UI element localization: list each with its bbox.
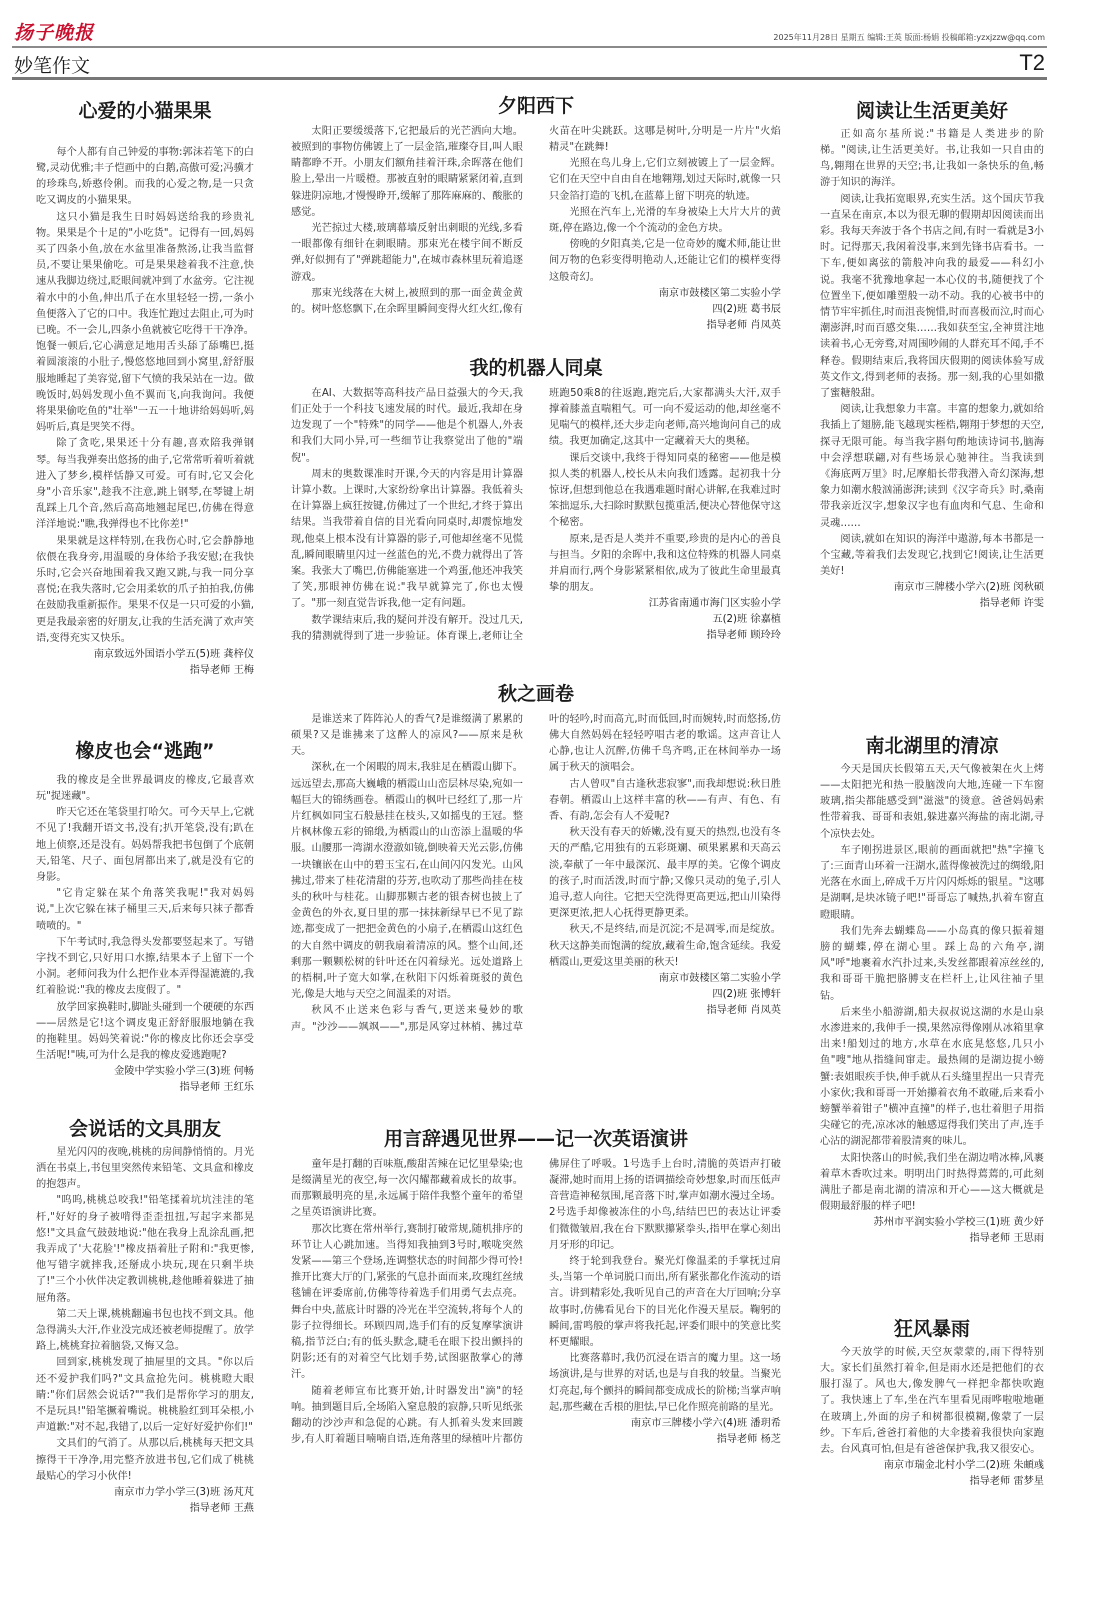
- teacher-byline: 指导老师 王红乐: [179, 1082, 254, 1094]
- paragraph: 下午考试时,我急得头发都要竖起来了。写错字找不到它,只好用口水擦,结果本子上留下一个小洞。老师问我为什么把作业本弄得湿漉漉的,我红着脸说:"我的橡皮去度假了。": [36, 936, 254, 997]
- author-byline: 四(2)班 葛书辰: [712, 303, 781, 315]
- paragraph: "呜呜,桃桃总咬我!"铅笔揉着坑坑洼洼的笔杆,"好好的身子被啃得歪歪扭扭,写起字来都晃悠!"文具盒气鼓鼓地说:"他在我身上乱涂乱画,把我弄成了'大花脸'!"橡皮捂着肚子附和:"我更惨,他写错字就摔我,还掰成小块玩,现在只剩半块了!"三个小伙伴决定教训桃桃,趁他睡着躲进了抽屉角落。: [36, 1195, 254, 1304]
- teacher-byline: 指导老师 肖凤英: [706, 319, 781, 331]
- school-byline: 江苏省南通市海门区实验小学: [648, 598, 781, 610]
- divider: [12, 46, 1047, 48]
- paragraph: 阅读,让我想象力丰富。丰富的想象力,就如给我插上了翅膀,能飞越现实桎梏,翱翔于梦想的天空,探寻无限可能。每当我字斟句酌地读诗词书,脑海中会浮想联翩,对有些场景心驰神往。当我读到《海底两万里》时,尼摩船长带我潜入奇幻深海,想象力如潮水般汹涌澎湃;读到《汉字奇兵》时,桑南带我亲近汉字,想象汉字也有血肉和气息、生命和灵魂……: [820, 404, 1044, 529]
- article-sunset: [291, 95, 781, 334]
- paragraph: 这只小猫是我生日时妈妈送给我的珍贵礼物。果果是个十足的"小吃货"。记得有一回,妈妈买了四条小鱼,放在水盆里准备熬汤,让我当监督员,不要让果果偷吃。可是果果趁着我不注意,快速从我脚边绕过,眨眼间就冲到了水盆旁。它注视着水中的小鱼,伸出爪子在水里轻轻一捞,一条小鱼便落入了它的口中。我连忙跑过去阻止,可为时已晚。不一会儿,四条小鱼就被它吃得干干净净。饱餐一顿后,它心满意足地用舌头舔了舔嘴巴,挺着圆滚滚的小肚子,慢悠悠地回到小窝里,舒舒服服地睡起了美容觉,留下气愤的我呆站在一边。做晚饭时,妈妈发现小鱼不翼而飞,向我询问。我便将果果偷吃鱼的"壮举"一五一十地讲给妈妈听,妈妈听后,真是哭笑不得。: [36, 211, 254, 434]
- paragraph: 随着老师宣布比赛开始,计时器发出"滴"的轻响。抽到题目后,全场陷入窒息般的寂静,只听见纸张翻动的沙沙声和急促的心跳。有人抓着头发来回踱步,有人盯着题目喃喃自语,连角落里的绿植叶片都仿佛屏住了呼吸。1号选手上台时,清脆的英语声打破凝滞,她时而用上扬的语调描绘奇妙想象,时而压低声音营造神秘氛围,尾音落下时,掌声如潮水漫过全场。2号选手却像被冻住的小鸟,结结巴巴的表达让评委们微微皱眉,我在台下默默攥紧拳头,指甲在掌心刻出月牙形的印记。: [291, 1158, 781, 1446]
- paragraph: 星光闪闪的夜晚,桃桃的房间静悄悄的。月光洒在书桌上,书包里突然传来铅笔、文具盒和橡皮的抱怨声。: [36, 1146, 254, 1191]
- article-title: 橡皮也会“逃跑”: [75, 740, 215, 762]
- paragraph: 我们先奔去蝴蝶岛——小岛真的像只振着翅膀的蝴蝶,停在湖心里。踩上岛的六角亭,湖风"呼"地裹着水汽扑过来,头发丝都跟着凉丝丝的,我和哥哥干脆把胳膊支在栏杆上,让风往袖子里钻。: [820, 925, 1044, 1002]
- paragraph: 正如高尔基所说:"书籍是人类进步的阶梯。"阅读,让生活更美好。书,让我如一只自由的鸟,翱翔在世界的天空;书,让我如一条快乐的鱼,畅游于知识的海洋。: [820, 128, 1044, 189]
- paragraph: 是谁送来了阵阵沁人的香气?是谁缀满了累累的硕果?又是谁拂来了这醉人的凉风?——原来是秋天。: [291, 713, 523, 758]
- paragraph: 昨天它还在笔袋里打哈欠。可今天早上,它就不见了!我翻开语文书,没有;扒开笔袋,没有;趴在地上侦察,还是没有。妈妈帮我把书包倒了个底朝天,铅笔、尺子、面包屑都出来了,就是没有它的身影。: [36, 807, 254, 884]
- paragraph: 傍晚的夕阳真美,它是一位奇妙的魔术师,能让世间万物的色彩变得明艳动人,还能让它们的模样变得这般奇幻。: [549, 239, 781, 283]
- paragraph: 光照在鸟儿身上,它们立刻被镀上了一层金辉。它们在天空中自由自在地翱翔,划过天际时,就像一只只金箔打造的飞机,在蓝幕上留下明亮的轨迹。: [549, 158, 781, 202]
- paragraph: 回到家,桃桃发现了抽屉里的文具。"你以后还不爱护我们吗?"文具盒抢先问。桃桃瞪大眼睛:"你们居然会说话?""我们是帮你学习的朋友,不是玩具!"铅笔撅着嘴说。桃桃脸红到耳朵根,小声道歉:"对不起,我错了,以后一定好好爱护你们!": [36, 1357, 254, 1434]
- paragraph: 课后交谈中,我终于得知同桌的秘密——他是模拟人类的机器人,校长从未向我们透露。起初我十分惊讶,但想到他总在我遇难题时耐心讲解,在我难过时笨拙逗乐,大扫除时默默包揽重活,便决心替他保守这个秘密。: [549, 452, 781, 529]
- issue-meta: 2025年11月28日 星期五 编辑:王英 版面:杨娟 投稿邮箱:yzxjzzw@qq.com: [773, 33, 1045, 42]
- paragraph: 比赛落幕时,我仍沉浸在语言的魔力里。这一场场演讲,是与世界的对话,也是与自我的较量。当聚光灯亮起,每个颤抖的瞬间都变成成长的阶梯;当掌声响起,那些藏在舌根的胆怯,早已化作照亮前路的星光。: [549, 1353, 781, 1413]
- article-title: 南北湖里的清凉: [865, 735, 999, 757]
- article-cat: [36, 100, 254, 679]
- paragraph: 终于轮到我登台。聚光灯像温柔的手掌抚过肩头,当第一个单词脱口而出,所有紧张都化作流动的语言。讲到精彩处,我听见自己的声音在大厅回响;分享故事时,仿佛看见台下的目光化作漫天星辰。鞠躬的瞬间,雷鸣般的掌声将我托起,评委们眼中的笑意比奖杯更耀眼。: [549, 1256, 781, 1349]
- teacher-byline: 指导老师 许雯: [979, 598, 1044, 610]
- article-body: [36, 1145, 254, 1485]
- paragraph: 那次比赛在常州举行,赛制打破常规,随机排序的环节让人心跳加速。当得知我抽到3号时,喉咙突然发紧——第三个登场,连调整状态的时间都少得可怜!推开比赛大厅的门,紧张的气息扑面而来,玫瑰红丝绒毯铺在评委席前,仿佛等待着选手们用勇气去点亮。舞台中央,蓝底计时器的冷光在半空流转,将每个人的影子拉得细长。环顾四周,选手们有的反复摩挲演讲稿,指节泛白;有的低头默念,睫毛在眼下投出颤抖的阴影;还有的对着空气比划手势,试图驱散掌心的薄汗。: [291, 1223, 523, 1381]
- paragraph: 放学回家换鞋时,脚趾头碰到一个硬硬的东西——居然是它!这个调皮鬼正舒舒服服地躺在我的拖鞋里。妈妈笑着说:"你的橡皮比你还会享受生活呢!"咦,可为什么是我的橡皮爱逃跑呢?: [36, 1001, 254, 1062]
- paragraph: 那束光线落在大树上,被照到的那一面金黄金黄的。树叶悠悠飘下,在余晖里瞬间变得火红火红,像有火苗在叶尖跳跃。这哪是树叶,分明是一片片"火焰精灵"在跳舞!: [291, 125, 781, 316]
- paragraph: 今天放学的时候,天空灰蒙蒙的,雨下得特别大。家长们虽然打着伞,但是雨水还是把他们的衣服打湿了。风也大,像发脾气一样把伞都快吹跑了。我快速上了车,坐在汽车里看见雨哗啦啦地砸在玻璃上,外面的房子和树都很模糊,像蒙了一层纱。下车后,爸爸打着他的大伞搂着我很快向家跑去。台风真可怕,但是有爸爸保护我,我又很安心。: [820, 1346, 1044, 1456]
- article-stationery: [36, 1118, 254, 1517]
- paragraph: 童年是打翻的百味瓶,酸甜苦辣在记忆里晕染;也是缀满星光的夜空,每一次闪耀都藏着成长的故事。而那颗最明亮的星,永远属于陪伴我整个童年的希望之星英语演讲比赛。: [291, 1158, 523, 1219]
- teacher-byline: 指导老师 肖凤英: [706, 1005, 781, 1017]
- article-body: [820, 127, 1044, 581]
- article-lake: [820, 735, 1044, 1247]
- article-title: 夕阳西下: [497, 95, 574, 117]
- article-title: 心爱的小猫果果: [78, 100, 212, 122]
- teacher-byline: 指导老师 雷梦星: [969, 1476, 1044, 1488]
- article-body: [36, 773, 254, 1065]
- paragraph: 秋风不止送来色彩与香气,更送来曼妙的歌声。"沙沙——飒飒——",那是风穿过林梢、拂过草叶的轻吟,时而高亢,时而低回,时而婉转,时而悠扬,仿佛大自然妈妈在轻轻哼唱古老的歌谣。这声音让人心静,也让人沉醉,仿佛千鸟齐鸣,正在林间举办一场属于秋天的演唱会。: [291, 713, 781, 1033]
- paragraph: 原来,是否是人类并不重要,珍贵的是内心的善良与担当。夕阳的余晖中,我和这位特殊的机器人同桌并肩而行,两个身影紧紧相依,成为了彼此生命里最真挚的朋友。: [549, 533, 781, 594]
- paragraph: 光芒掠过大楼,玻璃幕墙反射出刺眼的光线,多看一眼都像有细针在刺眼睛。那束光在楼宇间不断反弹,好似拥有了"弹跳超能力",在城市森林里玩着追逐游戏。: [291, 223, 523, 283]
- newspaper-logo: 扬子晚报: [14, 22, 95, 44]
- article-body: [291, 386, 781, 645]
- paragraph: 古人曾叹"自古逢秋悲寂寥",而我却想说:秋日胜春朝。栖霞山上这样丰富的秋——有声、有色、有香、有韵,怎会有人不爱呢?: [549, 778, 781, 823]
- paragraph: "它肯定躲在某个角落笑我呢!"我对妈妈说,"上次它躲在袜子桶里三天,后来每只袜子都香喷喷的。": [36, 888, 254, 932]
- paragraph: 秋天没有春天的娇嫩,没有夏天的热烈,也没有冬天的严酷,它用独有的五彩斑斓、硕果累累和天高云淡,奉献了一年中最深沉、最丰厚的美。它像个调皮的孩子,时而活泼,时而宁静;又像只灵动的兔子,引人追寻,惹人向往。它把天空洗得更高更远,把山川染得更深更浓,把人心抚得更静更柔。: [549, 827, 781, 920]
- article-robot: [291, 357, 781, 645]
- section-title: 妙笔作文: [14, 55, 91, 77]
- teacher-byline: 指导老师 王燕: [189, 1503, 254, 1515]
- article-title: 阅读让生活更美好: [855, 100, 1008, 122]
- paragraph: 数学课结束后,我的疑问并没有解开。没过几天,我的猜测就得到了进一步验证。体育课上,老师让全班跑50乘8的往返跑,跑完后,大家都满头大汗,双手撑着膝盖直喘粗气。可一向不爱运动的他,却丝毫不见喘气的模样,还大步走向老师,高兴地询问自己的成绩。我更加确定,这其中一定藏着天大的奥秘。: [291, 387, 781, 642]
- article-eraser: [36, 740, 254, 1096]
- article-title: 我的机器人同桌: [469, 357, 603, 379]
- paragraph: 后来坐小船游湖,船夫叔叔说这湖的水是山泉水渗进来的,我伸手一摸,果然凉得像刚从冰箱里拿出来!船划过的地方,水草在水底晃悠悠,几只小鱼"嗖"地从指缝间窜走。最热闹的是湖边捉小螃蟹:表姐眼疾手快,伸手就从石头缝里捏出一只青壳小家伙;我和哥哥一开始攥着衣角不敢碰,后来看小螃蟹举着钳子"横冲直撞"的样子,也壮着胆子用指尖碰它的壳,凉冰冰的触感逗得我们笑出了声,连手心沾的湖泥都带着股清爽的味儿。: [820, 1006, 1044, 1148]
- article-title: 狂风暴雨: [893, 1318, 970, 1340]
- paragraph: 在AI、大数据等高科技产品日益强大的今天,我们正处于一个科技飞速发展的时代。最近,我却在身边发现了一个"特殊"的同学——他是个机器人,外表和我们大同小异,可一些细节让我察觉出了他的"端倪"。: [291, 387, 523, 464]
- article-storm: [820, 1318, 1044, 1490]
- article-body: [36, 145, 254, 647]
- article-title: 秋之画卷: [497, 683, 574, 705]
- school-byline: 南京市鼓楼区第二实验小学: [658, 287, 781, 299]
- article-title: 用言辞遇见世界——记一次英语演讲: [383, 1128, 688, 1150]
- paragraph: 太阳正要缓缓落下,它把最后的光芒洒向大地。被照到的事物仿佛镀上了一层金箔,璀璨夺目,叫人眼睛都睁不开。小朋友们额角挂着汗珠,余晖落在他们脸上,晕出一片暖橙。那被直射的眼睛紧紧闭着,直到躲进阴凉地,才慢慢睁开,缓解了那阵麻麻的、酸胀的感觉。: [291, 125, 523, 218]
- teacher-byline: 指导老师 杨芝: [716, 1434, 781, 1446]
- school-byline: 南京市鼓楼区第二实验小学: [658, 973, 781, 985]
- author-byline: 南京市三牌楼小学六(4)班 潘玥希: [630, 1418, 781, 1430]
- teacher-byline: 指导老师 顾玲玲: [706, 630, 781, 642]
- paragraph: 秋天,不是终结,而是沉淀;不是凋零,而是绽放。秋天这静美而饱满的绽放,藏着生命,饱含延续。我爱栖霞山,更爱这里美丽的秋天!: [549, 924, 781, 968]
- article-title: 会说话的文具朋友: [68, 1118, 221, 1140]
- paragraph: 阅读,让我拓宽眼界,充实生活。这个国庆节我一直呆在南京,本以为很无聊的假期却因阅读而出彩。我每天奔波于各个书店之间,有时一看就是3小时。记得那天,我闲着没事,来到先锋书店看书。一下车,便如离弦的箭般冲向我的最爱——科幻小说。我毫不犹豫地拿起一本心仪的书,随便找了个位置坐下,便如雕塑般一动不动。我的心被书中的情节牢牢抓住,时而沮丧惋惜,时而喜极而泣,时而心潮澎湃,时而百感交集……我如获至宝,全神贯注地读着书,心无旁骛,对周围吵闹的人群充耳不闻,手不释卷。假期结束后,我将国庆假期的阅读体验写成英文作文,得到老师的表扬。那一刻,我的心里如撒了蜜糖般甜。: [820, 193, 1044, 400]
- author-byline: 南京市力学小学三(3)班 汤芃芃: [114, 1487, 254, 1499]
- article-body: [291, 1157, 781, 1449]
- page-number: T2: [1019, 50, 1045, 75]
- article-reading: [820, 100, 1044, 612]
- article-body: [820, 1345, 1044, 1458]
- author-byline: 南京市三牌楼小学六(2)班 闵秋硕: [893, 582, 1044, 594]
- author-byline: 南京市瑞金北村小学二(2)班 朱頔彧: [883, 1460, 1044, 1472]
- article-autumn: [291, 683, 781, 1036]
- teacher-byline: 指导老师 王梅: [189, 665, 254, 677]
- article-body: [291, 712, 781, 1036]
- paragraph: 深秋,在一个闲暇的周末,我驻足在栖霞山脚下。远远望去,那高大巍峨的栖霞山山峦层林尽染,宛如一幅巨大的锦绣画卷。栖霞山的枫叶已经红了,那一片片红枫如同宝石般悬挂在枝头,又如摇曳的王冠。整片枫林像五彩的锦缎,为栖霞山的山峦添上温暖的华服。山腰那一湾湖水澄澈如镜,倒映着天光云影,仿佛一块镶嵌在山中的碧玉宝石,在山间闪闪发光。山风拂过,带来了桂花清甜的芬芳,也吹动了那些尚挂在枝头的秋叶与桂花。山脚那颗古老的银杏树也披上了金黄色的外衣,夏日里的那一抹抹新绿早已不见了踪迹,都变成了一把把金黄色的小扇子,在栖霞山这红色的大自然中调皮的朝我扇着清凉的风。整个山间,还剩那一颗颗松树的针叶还在闪着绿光。远处道路上的梧桐,叶子宽大如掌,在秋阳下闪烁着斑驳的黄色光,像是大地与天空之间温柔的对语。: [291, 762, 523, 1001]
- author-byline: 南京致远外国语小学五(5)班 龚梓仪: [93, 649, 254, 661]
- article-body: [820, 762, 1044, 1216]
- author-byline: 五(2)班 徐嘉植: [712, 614, 781, 626]
- author-byline: 金陵中学实验小学三(3)班 何畅: [114, 1066, 254, 1078]
- divider: [12, 77, 1047, 80]
- article-body: [291, 124, 781, 334]
- paragraph: 今天是国庆长假第五天,天气像被架在火上烤——太阳把光和热一股脑泼向大地,连碰一下车窗玻璃,指尖都能感受到"滋滋"的烫意。爸爸妈妈索性带着我、哥哥和表姐,躲进嘉兴海盐的南北湖,寻个凉快去处。: [820, 763, 1044, 840]
- paragraph: 周末的奥数课准时开课,今天的内容是用计算器计算小数。上课时,大家纷纷拿出计算器。我低着头在计算器上疯狂按键,仿佛过了一个世纪,才终于算出结果。当我带着自信的目光看向同桌时,却震惊地发现,他桌上根本没有计算器的影子,可他却丝毫不见慌乱,瞬间眼睛里闪过一丝蓝色的光,不费力就得出了答案。我张大了嘴巴,仿佛能塞进一个鸡蛋,他还冲我笑了笑,那眼神仿佛在说:"我早就算完了,你也太慢了。"那一刻直觉告诉我,他一定有问题。: [291, 468, 523, 610]
- author-byline: 四(2)班 张博轩: [712, 989, 781, 1001]
- paragraph: 文具们的气消了。从那以后,桃桃每天把文具擦得干干净净,用完整齐放进书包,它们成了桃桃最贴心的学习小伙伴!: [36, 1438, 254, 1482]
- paragraph: 车子刚拐进景区,眼前的画面就把"热"字撞飞了:三面青山环着一汪湖水,蓝得像被洗过的绸缎,阳光落在水面上,碎成千万片闪闪烁烁的银星。"这哪是湖啊,是块冰镜子吧!"哥哥忘了喊热,扒着车窗直瞪眼睛。: [820, 844, 1044, 921]
- paragraph: 阅读,就如在知识的海洋中遨游,每本书都是一个宝藏,等着我们去发现它,找到它!阅读,让生活更美好!: [820, 533, 1044, 578]
- masthead: [12, 12, 1047, 46]
- paragraph: 除了贪吃,果果还十分有趣,喜欢陪我弹钢琴。每当我弹奏出悠扬的曲子,它常常听着听着就进入了梦乡,模样恬静又可爱。可有时,它又会化身"小音乐家",趁我不注意,跳上钢琴,在琴键上胡乱踩上几个音,然后高高地翘起尾巴,仿佛在得意洋洋地说:"瞧,我弹得也不比你差!": [36, 438, 254, 531]
- paragraph: 光照在汽车上,光滑的车身被染上大片大片的黄斑,停在路边,像一个个流动的金色方块。: [549, 206, 781, 235]
- paragraph: 我的橡皮是全世界最调皮的橡皮,它最喜欢玩"捉迷藏"。: [36, 774, 254, 802]
- paragraph: 果果就是这样特别,在我伤心时,它会静静地依偎在我身旁,用温暖的身体给予我安慰;在我快乐时,它会兴奋地围着我又跑又跳,与我一同分享喜悦;在我失落时,它会用柔软的爪子拍拍我,仿佛在鼓励我重新振作。果果不仅是一只可爱的小猫,更是我最亲密的好朋友,让我的生活充满了欢声笑语,变得充实又快乐。: [36, 535, 254, 644]
- author-byline: 苏州市平润实验小学校三(1)班 黄少妤: [873, 1217, 1044, 1229]
- paragraph: 太阳快落山的时候,我们坐在湖边啃冰棒,风裹着草木香吹过来。明明出门时热得蔫蔫的,可此刻满肚子都是南北湖的清凉和开心——这大概就是假期最舒服的样子吧!: [820, 1152, 1044, 1213]
- teacher-byline: 指导老师 王思雨: [969, 1233, 1044, 1245]
- paragraph: 每个人都有自己钟爱的事物:郭沫若笔下的白鹭,灵动优雅;丰子恺画中的白鹅,高傲可爱;冯骥才的珍珠鸟,娇憨伶俐。而我的心爱之物,是一只贪吃又调皮的小猫果果。: [36, 146, 254, 207]
- article-speech: [291, 1128, 781, 1448]
- paragraph: 第二天上课,桃桃翻遍书包也找不到文具。他急得满头大汗,作业没完成还被老师提醒了。放学路上,桃桃耷拉着脑袋,又悔又急。: [36, 1308, 254, 1353]
